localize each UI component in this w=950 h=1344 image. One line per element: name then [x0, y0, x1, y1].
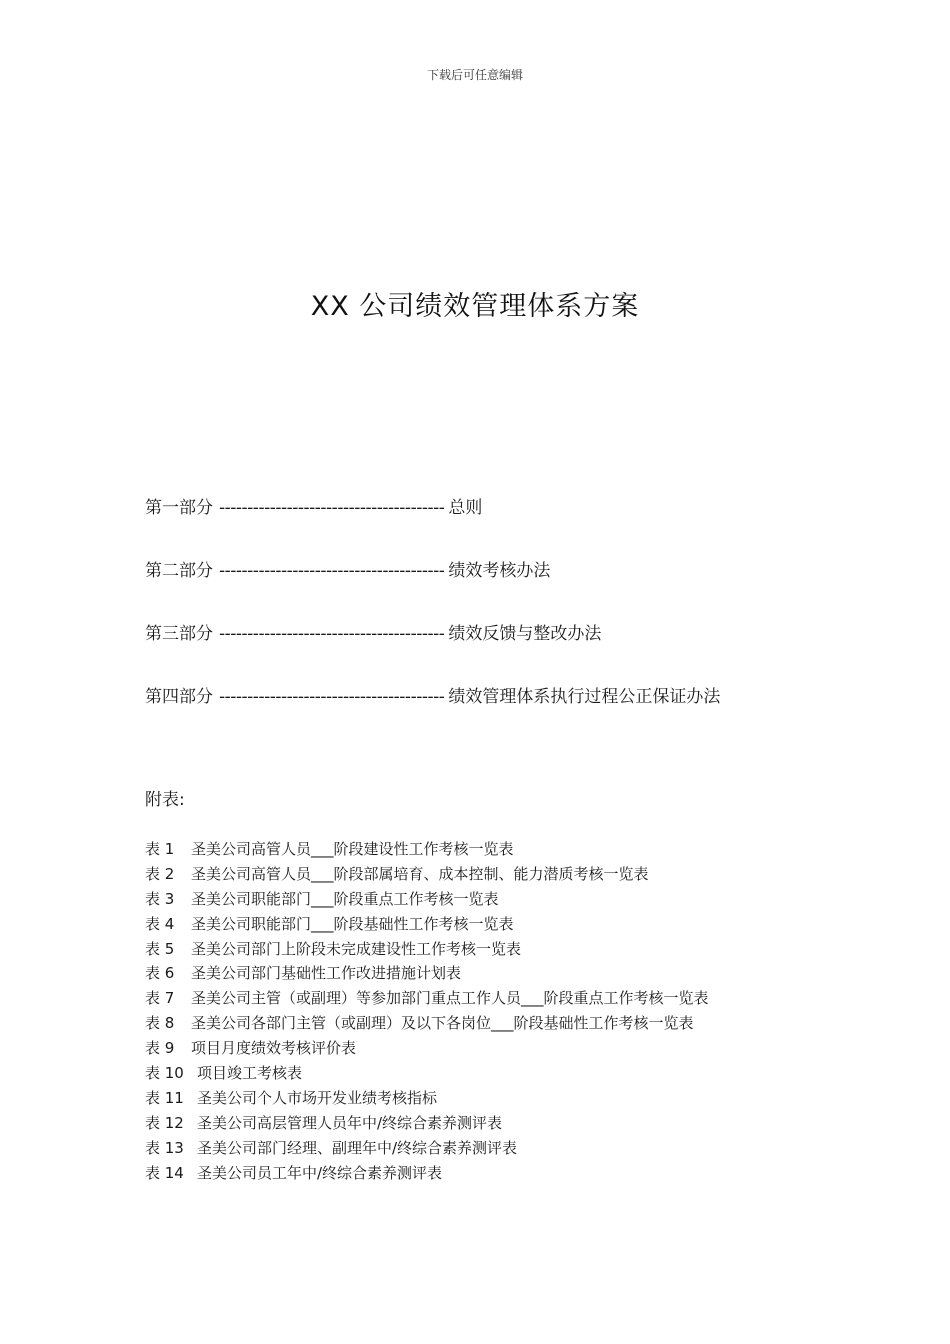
appendix-item [145, 837, 865, 862]
table-title: 圣美公司职能部门___阶段重点工作考核一览表 [191, 889, 499, 908]
appendix-item [145, 1086, 865, 1111]
table-number: 表 9 [145, 1039, 175, 1058]
appendix-item [145, 1136, 865, 1161]
table-number: 表 1 [145, 840, 175, 858]
appendix-item [145, 1061, 865, 1086]
table-title: 圣美公司主管（或副理）等参加部门重点工作人员___阶段重点工作考核一览表 [191, 989, 709, 1008]
table-title: 圣美公司各部门主管（或副理）及以下各岗位___阶段基础性工作考核一览表 [191, 1014, 694, 1033]
appendix-list [145, 837, 865, 1185]
table-number: 表 6 [145, 964, 175, 983]
appendix-item [145, 887, 865, 912]
table-title: 圣美公司部门基础性工作改进措施计划表 [191, 964, 462, 983]
toc-entry-part-4 [145, 684, 845, 747]
table-title: 圣美公司高管人员___阶段部属培育、成本控制、能力潜质考核一览表 [191, 864, 649, 883]
table-number: 表 11 [145, 1088, 184, 1107]
table-title: 圣美公司高层管理人员年中/终综合素养测评表 [197, 1113, 503, 1132]
appendix-item [145, 1011, 865, 1036]
toc-leader: ---------------------------------------- [219, 498, 445, 518]
table-number: 表 13 [145, 1138, 184, 1157]
table-number: 表 8 [145, 1014, 175, 1033]
table-number: 表 14 [145, 1163, 184, 1182]
table-of-contents [145, 495, 845, 747]
appendix-item [145, 1036, 865, 1061]
appendix-item [145, 1161, 865, 1186]
table-number: 表 3 [145, 889, 175, 908]
table-number: 表 7 [145, 989, 175, 1008]
table-number: 表 4 [145, 914, 175, 933]
appendix-item [145, 937, 865, 962]
table-title: 圣美公司高管人员___阶段建设性工作考核一览表 [191, 840, 514, 858]
toc-entry-part-1 [145, 495, 845, 558]
toc-leader: ---------------------------------------- [219, 561, 445, 581]
toc-entry-part-2 [145, 558, 845, 621]
appendix-item [145, 912, 865, 937]
table-number: 表 12 [145, 1113, 184, 1132]
table-title: 圣美公司职能部门___阶段基础性工作考核一览表 [191, 914, 514, 933]
toc-part-label: 第四部分 [145, 687, 213, 707]
document-title: XX 公司绩效管理体系方案 [310, 291, 640, 322]
toc-entry-part-3 [145, 621, 845, 684]
table-number: 表 5 [145, 939, 175, 958]
toc-leader: ---------------------------------------- [219, 687, 445, 707]
toc-topic: 绩效反馈与整改办法 [448, 624, 602, 644]
table-title: 圣美公司部门上阶段未完成建设性工作考核一览表 [191, 939, 522, 958]
appendix-item [145, 986, 865, 1011]
appendix-item [145, 862, 865, 887]
table-title: 项目月度绩效考核评价表 [191, 1039, 357, 1058]
table-number: 表 10 [145, 1064, 184, 1083]
table-title: 圣美公司员工年中/终综合素养测评表 [197, 1163, 443, 1182]
toc-part-label: 第三部分 [145, 624, 213, 644]
toc-topic: 绩效管理体系执行过程公正保证办法 [448, 687, 721, 707]
toc-part-label: 第二部分 [145, 561, 213, 581]
toc-topic: 总则 [448, 498, 483, 518]
appendix-item [145, 961, 865, 986]
appendix-heading: 附表: [145, 790, 185, 810]
table-title: 圣美公司部门经理、副理年中/终综合素养测评表 [197, 1138, 518, 1157]
page-header-note: 下载后可任意编辑 [426, 68, 523, 82]
toc-part-label: 第一部分 [145, 498, 213, 518]
appendix-item [145, 1111, 865, 1136]
table-number: 表 2 [145, 864, 175, 883]
table-title: 圣美公司个人市场开发业绩考核指标 [197, 1088, 438, 1107]
toc-leader: ---------------------------------------- [219, 624, 445, 644]
toc-topic: 绩效考核办法 [448, 561, 551, 581]
table-title: 项目竣工考核表 [197, 1064, 303, 1083]
